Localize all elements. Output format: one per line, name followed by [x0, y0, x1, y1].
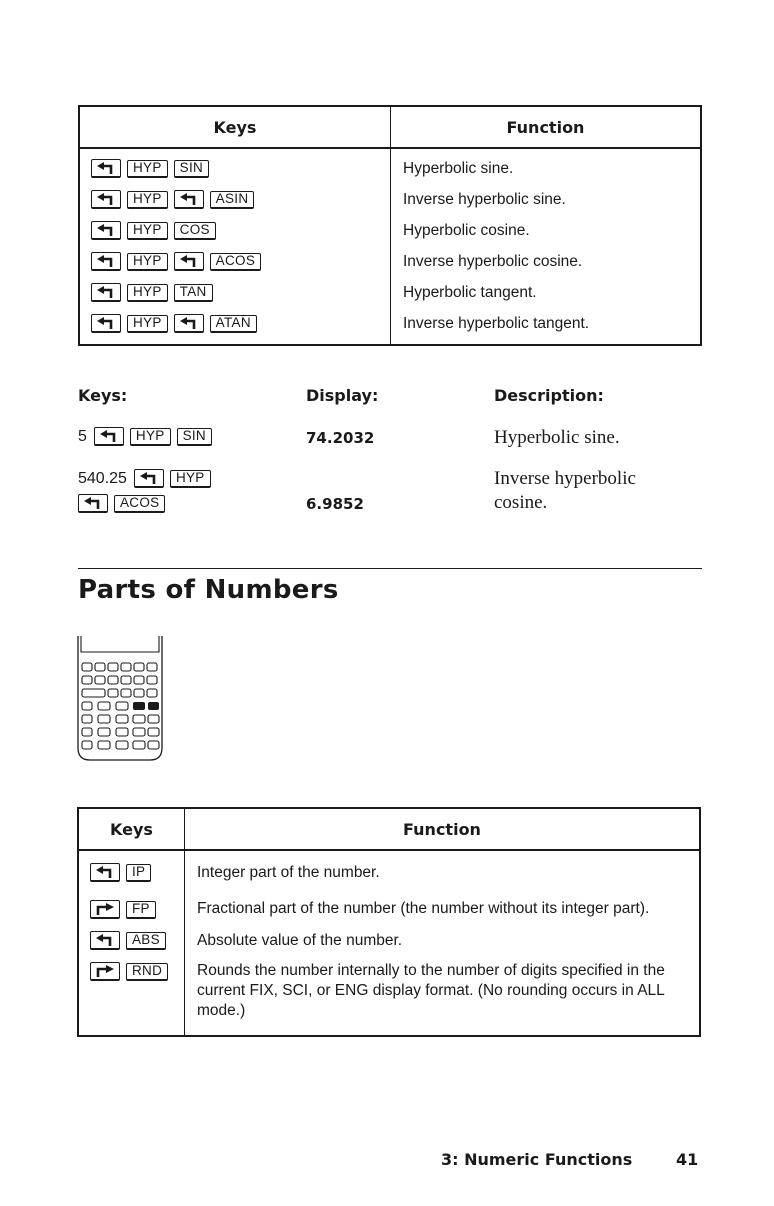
left-shift-key	[174, 190, 204, 209]
example-keys-row-2b	[78, 494, 171, 513]
left-shift-key	[91, 221, 121, 240]
left-shift-icon	[138, 472, 160, 485]
example-description-line: Inverse hyperbolic	[494, 468, 636, 489]
function-cell	[185, 925, 701, 956]
function-description: Absolute value of the number.	[197, 932, 403, 949]
example-description-header: Description:	[494, 386, 604, 405]
key: ACOS	[114, 495, 165, 513]
table-row	[78, 925, 700, 956]
left-shift-icon	[94, 934, 116, 947]
function-cell	[185, 956, 701, 1036]
left-shift-key	[94, 427, 124, 446]
example-number: 5	[78, 427, 87, 445]
key-sequence	[90, 925, 184, 956]
function-cell	[185, 888, 701, 925]
keys-cell	[79, 148, 391, 345]
left-shift-icon	[94, 866, 116, 879]
key: TAN	[174, 284, 213, 302]
keys-cell	[78, 925, 185, 956]
left-shift-icon	[82, 497, 104, 510]
page-number: 41	[676, 1150, 699, 1169]
left-shift-key	[91, 283, 121, 302]
key-sequence	[91, 308, 390, 339]
key-sequence	[91, 153, 390, 184]
key: COS	[174, 222, 216, 240]
left-shift-icon	[95, 255, 117, 268]
function-description: Hyperbolic tangent.	[403, 284, 537, 301]
left-shift-key	[91, 252, 121, 271]
table-row	[78, 850, 700, 888]
key: HYP	[127, 191, 168, 209]
right-shift-icon	[94, 903, 116, 916]
keys-cell	[78, 956, 185, 1036]
key-sequence	[91, 184, 390, 215]
left-shift-icon	[178, 317, 200, 330]
right-shift-icon	[94, 965, 116, 978]
footer-chapter: 3: Numeric Functions	[441, 1150, 633, 1169]
left-shift-key	[174, 252, 204, 271]
key: HYP	[127, 160, 168, 178]
calculator-keyboard-illustration	[76, 636, 166, 764]
key: FP	[126, 901, 156, 919]
example-keys-row-1	[78, 427, 218, 446]
function-description: Hyperbolic cosine.	[403, 222, 530, 239]
example-description-2	[494, 467, 636, 515]
left-shift-icon	[95, 162, 117, 175]
key: HYP	[127, 315, 168, 333]
function-column-header: Function	[185, 808, 701, 850]
hyperbolic-functions-table	[78, 105, 702, 346]
key-sequence	[91, 246, 390, 277]
left-shift-icon	[95, 193, 117, 206]
key: ASIN	[210, 191, 255, 209]
key: HYP	[170, 470, 211, 488]
left-shift-icon	[178, 193, 200, 206]
key: RND	[126, 963, 168, 981]
keys-cell	[78, 850, 185, 888]
left-shift-key	[78, 494, 108, 513]
function-cell	[391, 148, 702, 345]
section-title: Parts of Numbers	[78, 575, 339, 605]
function-description: Inverse hyperbolic cosine.	[403, 253, 583, 270]
key: HYP	[127, 284, 168, 302]
right-shift-key	[90, 962, 120, 981]
keys-column-header: Keys	[79, 106, 391, 148]
function-description: Hyperbolic sine.	[403, 160, 514, 177]
key-sequence	[91, 215, 390, 246]
function-description: Inverse hyperbolic tangent.	[403, 315, 590, 332]
left-shift-key	[91, 159, 121, 178]
key-sequence	[90, 857, 184, 888]
keys-cell	[78, 888, 185, 925]
example-display-1: 74.2032	[306, 429, 375, 447]
example-description-line: cosine.	[494, 492, 548, 513]
function-description: Rounds the number internally to the number of digits specified in the current FIX, SCI, or ENG display format. (No rounding occurs in ALL mode.)	[197, 962, 665, 1019]
key-sequence	[90, 894, 184, 925]
left-shift-icon	[95, 224, 117, 237]
right-shift-key	[90, 900, 120, 919]
section-rule	[78, 568, 702, 569]
left-shift-key	[174, 314, 204, 333]
key: HYP	[127, 222, 168, 240]
left-shift-key	[90, 931, 120, 950]
table-row	[78, 888, 700, 925]
parts-of-numbers-table	[77, 807, 701, 1037]
key: ATAN	[210, 315, 257, 333]
key: ACOS	[210, 253, 261, 271]
example-display-header: Display:	[306, 386, 379, 405]
key: HYP	[130, 428, 171, 446]
example-description-1: Hyperbolic sine.	[494, 427, 620, 448]
example-number: 540.25	[78, 469, 127, 487]
left-shift-icon	[178, 255, 200, 268]
key: IP	[126, 864, 151, 882]
key: HYP	[127, 253, 168, 271]
left-shift-key	[134, 469, 164, 488]
key-sequence	[90, 956, 184, 987]
key: ABS	[126, 932, 166, 950]
key: SIN	[174, 160, 209, 178]
function-description: Integer part of the number.	[197, 864, 380, 881]
key: SIN	[177, 428, 212, 446]
table-row	[78, 956, 700, 1036]
left-shift-key	[90, 863, 120, 882]
example-keys-header: Keys:	[78, 386, 128, 405]
function-cell	[185, 850, 701, 888]
function-description: Fractional part of the number (the number without its integer part).	[197, 900, 650, 917]
left-shift-icon	[98, 430, 120, 443]
example-display-2: 6.9852	[306, 495, 364, 513]
key-sequence	[91, 277, 390, 308]
function-description: Inverse hyperbolic sine.	[403, 191, 566, 208]
left-shift-icon	[95, 317, 117, 330]
example-keys-row-2	[78, 469, 217, 488]
left-shift-key	[91, 314, 121, 333]
left-shift-key	[91, 190, 121, 209]
keys-column-header: Keys	[78, 808, 185, 850]
left-shift-icon	[95, 286, 117, 299]
function-column-header: Function	[391, 106, 702, 148]
